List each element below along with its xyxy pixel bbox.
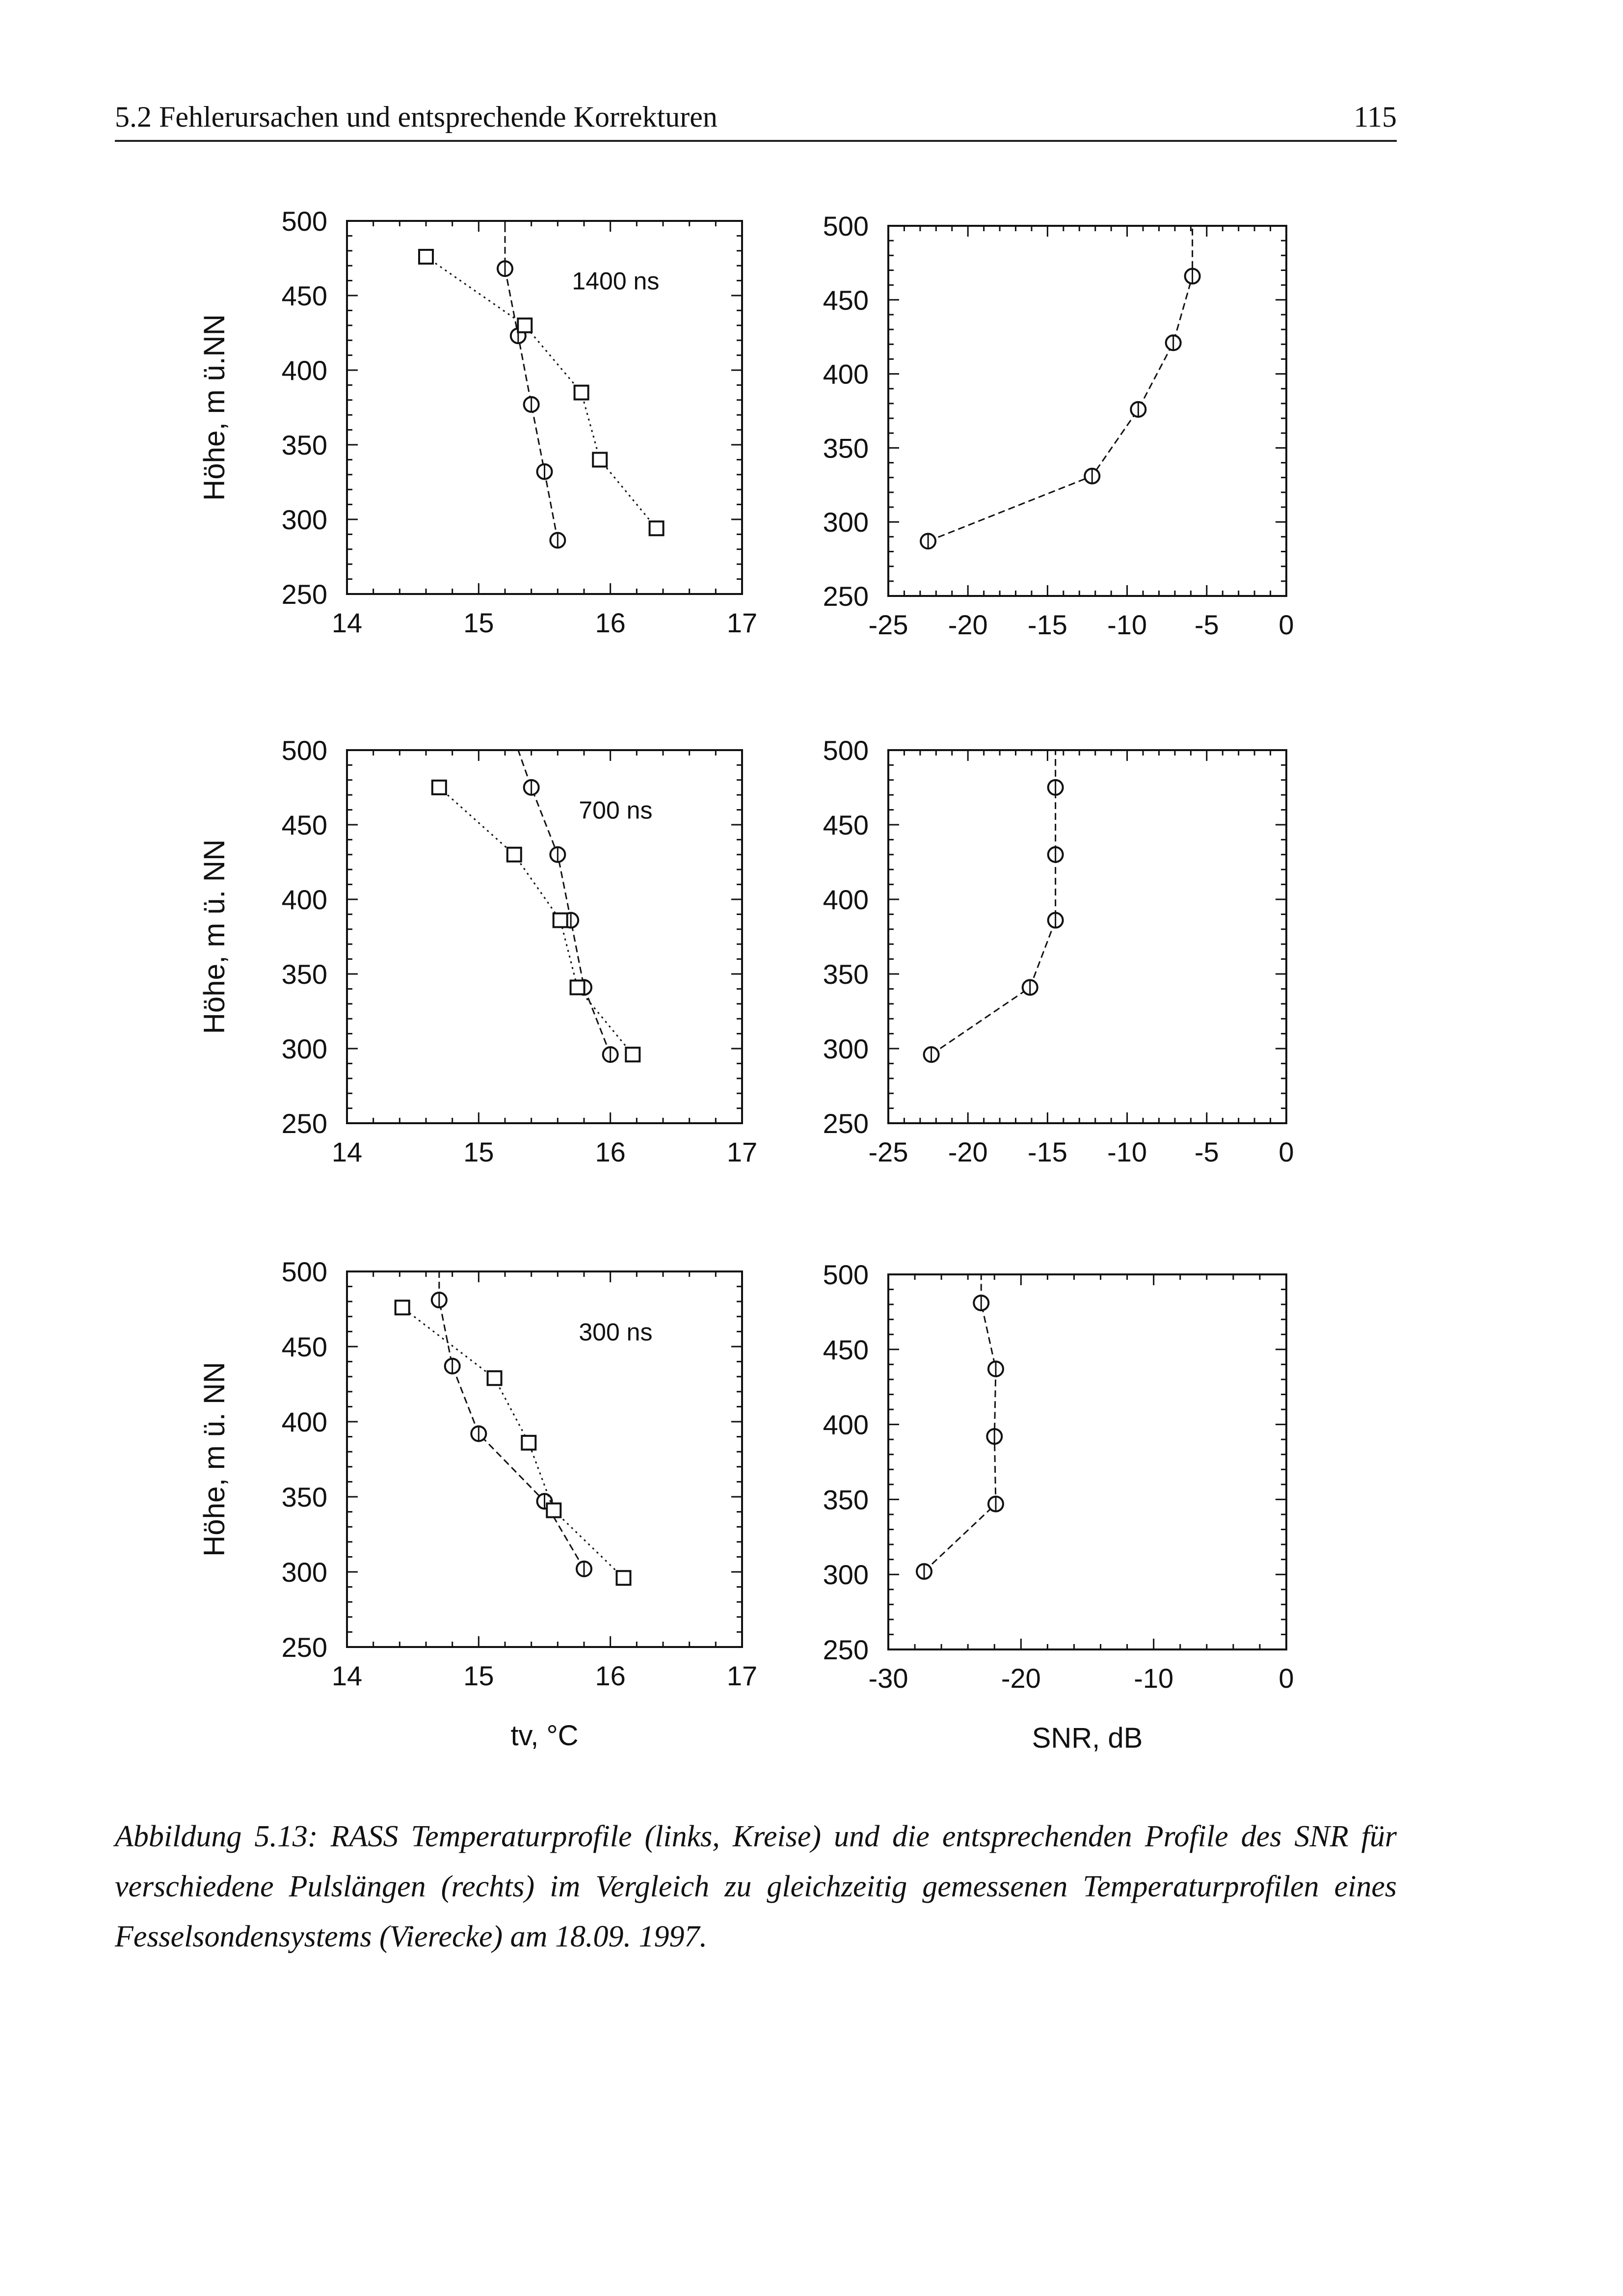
x-tick-label: 14 <box>331 607 363 638</box>
x-tick-label: 14 <box>331 1136 363 1167</box>
square-marker <box>432 781 446 794</box>
y-tick-label: 350 <box>281 1482 327 1513</box>
square-marker <box>554 914 567 927</box>
rass-profile-line <box>931 750 1056 1054</box>
x-tick-label: 17 <box>726 607 758 638</box>
square-marker <box>626 1048 639 1061</box>
square-marker <box>518 319 532 332</box>
y-tick-label: 350 <box>281 430 327 460</box>
x-tick-label: 17 <box>726 1660 758 1691</box>
square-marker <box>488 1371 502 1385</box>
y-tick-label: 250 <box>281 1632 327 1663</box>
x-tick-label: -10 <box>1134 1663 1174 1694</box>
x-tick-label: -10 <box>1107 609 1147 640</box>
x-tick-label: 14 <box>331 1660 363 1691</box>
x-tick-label: -20 <box>948 609 988 640</box>
y-tick-label: 500 <box>281 1256 327 1287</box>
rass-profile-line <box>439 1271 584 1569</box>
y-tick-label: 350 <box>823 959 869 990</box>
y-tick-label: 500 <box>281 735 327 766</box>
x-tick-label: 0 <box>1278 1663 1294 1694</box>
y-tick-label: 400 <box>281 1406 327 1437</box>
square-marker <box>575 386 588 400</box>
running-head: 5.2 Fehlerursachen und entsprechende Korrekturen <box>115 101 718 133</box>
y-tick-label: 250 <box>823 1634 869 1665</box>
x-tick-label: 16 <box>595 607 626 638</box>
x-tick-label: -5 <box>1194 1136 1219 1167</box>
x-tick-label: -25 <box>868 1136 908 1167</box>
page-number: 115 <box>1354 101 1397 133</box>
y-tick-label: 250 <box>823 581 869 612</box>
x-tick-label: 16 <box>595 1660 626 1691</box>
y-tick-label: 450 <box>281 280 327 311</box>
y-tick-label: 300 <box>823 1559 869 1591</box>
y-tick-label: 300 <box>823 507 869 538</box>
x-tick-label: 15 <box>463 1660 494 1691</box>
pulse-length-label: 700 ns <box>579 796 653 824</box>
tethersonde-profile-line <box>439 787 633 1054</box>
y-tick-label: 300 <box>281 1033 327 1064</box>
plot-frame <box>888 226 1286 596</box>
x-axis-label: tv, °C <box>510 1720 579 1752</box>
y-tick-label: 400 <box>281 355 327 386</box>
y-tick-label: 250 <box>823 1108 869 1139</box>
x-tick-label: -5 <box>1194 609 1219 640</box>
y-tick-label: 400 <box>823 1409 869 1440</box>
x-tick-label: -25 <box>868 609 908 640</box>
y-tick-label: 500 <box>823 735 869 766</box>
square-marker <box>593 453 607 466</box>
rass-profile-line <box>928 226 1193 541</box>
y-tick-label: 400 <box>823 884 869 915</box>
y-tick-label: 300 <box>281 1557 327 1588</box>
y-axis-label: Höhe, m ü. NN <box>198 839 231 1034</box>
y-tick-label: 350 <box>823 432 869 464</box>
square-marker <box>617 1571 631 1585</box>
y-tick-label: 450 <box>823 810 869 840</box>
y-axis-label: Höhe, m ü. NN <box>198 1362 231 1557</box>
y-tick-label: 400 <box>823 358 869 390</box>
y-tick-label: 500 <box>281 206 327 237</box>
caption-text: RASS Temperaturprofile (links, Kreise) und die entsprechenden Profile des SNR für verschiedene Pulslängen (rechts) im Vergleich zu gleichzeitig gemessenen Temperaturprofilen eines Fesselsondensystems (Vierecke) am 18.09. 1997. <box>115 1820 1397 1953</box>
y-tick-label: 450 <box>823 1334 869 1365</box>
x-tick-label: -20 <box>948 1136 988 1167</box>
x-tick-label: 0 <box>1278 609 1294 640</box>
pulse-length-label: 300 ns <box>579 1318 653 1346</box>
y-tick-label: 300 <box>823 1033 869 1064</box>
square-marker <box>419 250 433 264</box>
square-marker <box>522 1436 535 1450</box>
x-tick-label: -15 <box>1027 1136 1067 1167</box>
plot-frame <box>888 750 1286 1123</box>
y-tick-label: 450 <box>281 1331 327 1362</box>
y-tick-label: 250 <box>281 1108 327 1139</box>
plot-frame <box>347 750 742 1123</box>
x-tick-label: 17 <box>726 1136 758 1167</box>
y-tick-label: 400 <box>281 884 327 915</box>
pulse-length-label: 1400 ns <box>572 267 660 295</box>
plot-frame <box>888 1274 1286 1649</box>
rass-profile-line <box>518 750 611 1054</box>
tethersonde-profile-line <box>426 257 660 528</box>
rass-profile-line <box>924 1274 996 1571</box>
square-marker <box>650 521 664 535</box>
caption-label: Abbildung 5.13: <box>115 1820 318 1853</box>
y-tick-label: 450 <box>823 284 869 316</box>
y-tick-label: 350 <box>823 1484 869 1515</box>
y-axis-label: Höhe, m ü.NN <box>198 314 231 501</box>
plot-frame <box>347 221 742 594</box>
x-tick-label: 15 <box>463 1136 494 1167</box>
y-tick-label: 500 <box>823 1259 869 1290</box>
x-axis-label: SNR, dB <box>1032 1722 1143 1754</box>
y-tick-label: 250 <box>281 579 327 610</box>
tethersonde-profile-line <box>402 1307 624 1578</box>
x-tick-label: -20 <box>1001 1663 1041 1694</box>
y-tick-label: 450 <box>281 810 327 840</box>
y-tick-label: 300 <box>281 504 327 535</box>
x-tick-label: -15 <box>1027 609 1067 640</box>
square-marker <box>547 1504 560 1517</box>
square-marker <box>571 980 585 994</box>
y-tick-label: 500 <box>823 211 869 242</box>
x-tick-label: 0 <box>1278 1136 1294 1167</box>
square-marker <box>507 848 521 862</box>
square-marker <box>396 1300 409 1314</box>
x-tick-label: -10 <box>1107 1136 1147 1167</box>
x-tick-label: -30 <box>868 1663 908 1694</box>
x-tick-label: 16 <box>595 1136 626 1167</box>
x-tick-label: 15 <box>463 607 494 638</box>
plot-frame <box>347 1271 742 1647</box>
figure-caption <box>115 1811 1397 1962</box>
y-tick-label: 350 <box>281 959 327 990</box>
